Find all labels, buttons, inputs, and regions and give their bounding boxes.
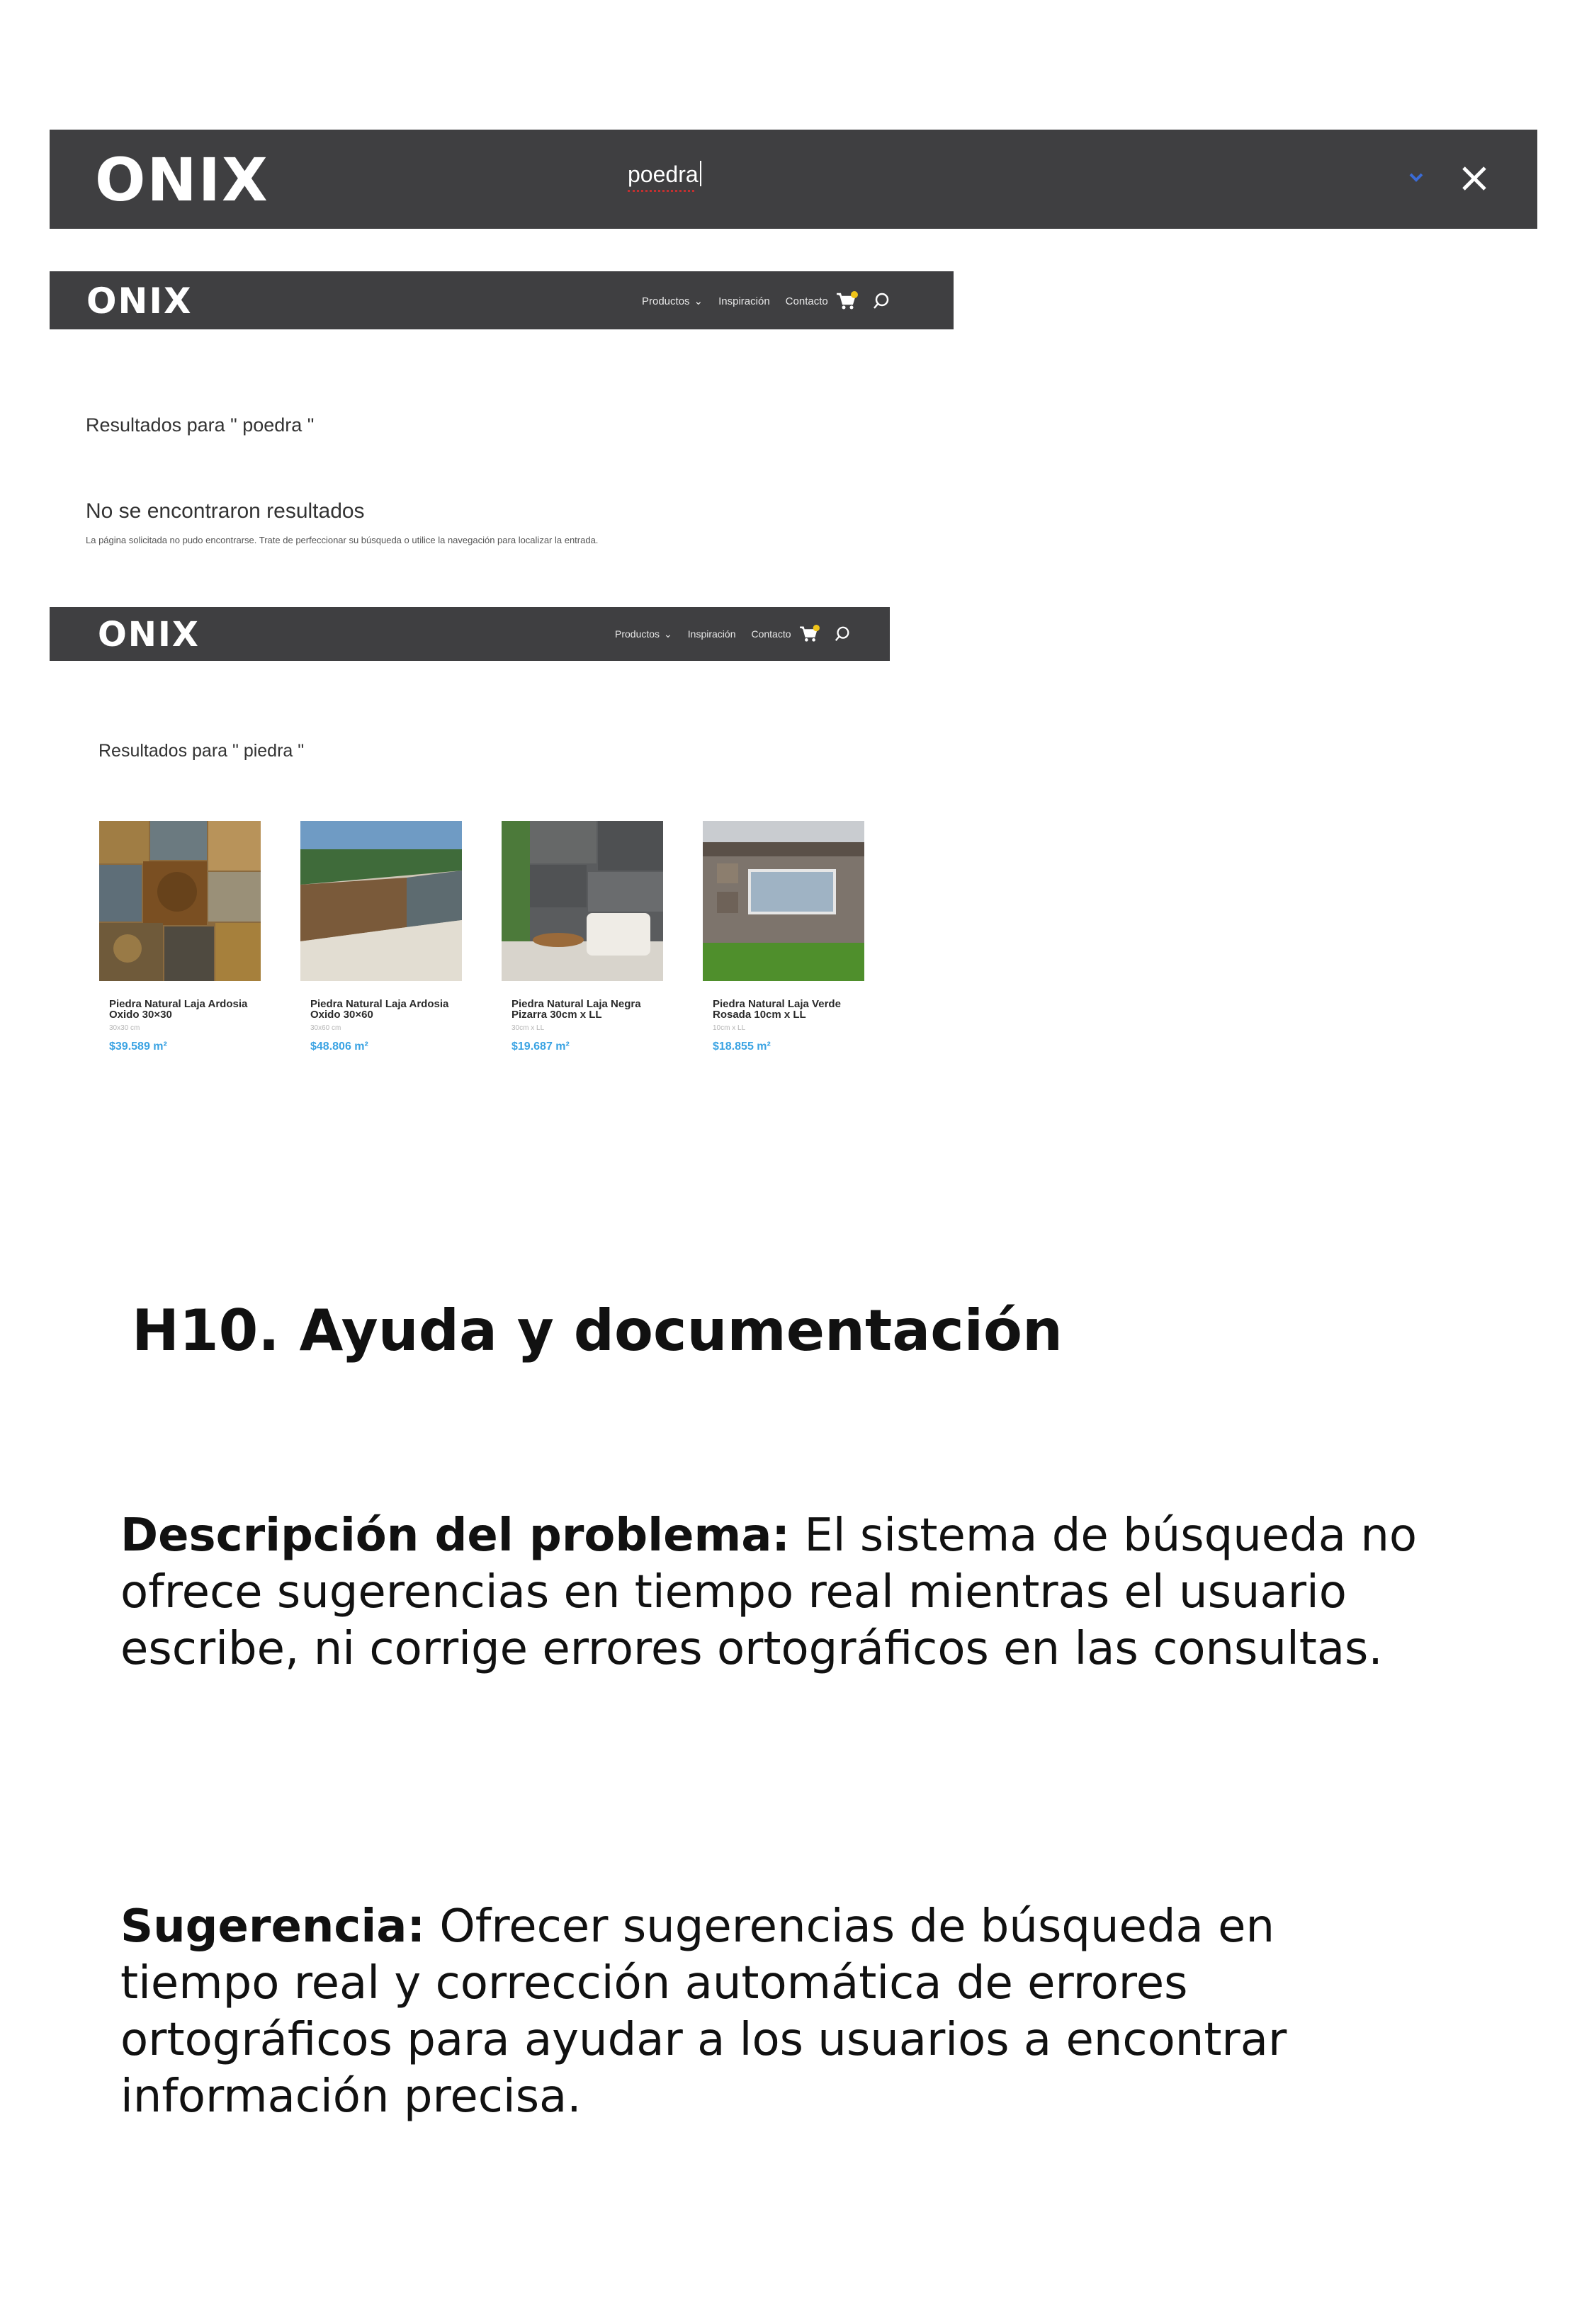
product-size: 30x60 cm: [310, 1024, 341, 1032]
main-nav: [615, 624, 851, 644]
product-image[interactable]: [99, 821, 261, 981]
product-size: 30x30 cm: [109, 1024, 140, 1032]
product-name[interactable]: Piedra Natural Laja Verde Rosada 10cm x LL: [713, 998, 841, 1021]
product-image[interactable]: [502, 821, 663, 981]
text-caret: [700, 161, 701, 186]
nav-inspiracion[interactable]: Inspiración: [718, 295, 770, 307]
results-label: Resultados para " poedra ": [86, 414, 315, 436]
product-size: 10cm x LL: [713, 1024, 746, 1032]
site-header: [50, 607, 890, 661]
product-name[interactable]: Piedra Natural Laja Ardosia Oxido 30×60: [310, 998, 449, 1021]
chevron-down-icon: ⌄: [694, 295, 703, 307]
product-price: $18.855 m²: [713, 1041, 771, 1053]
product-card[interactable]: [502, 821, 663, 1053]
search-overlay-bar: [50, 130, 1537, 229]
product-image[interactable]: [300, 821, 462, 981]
suggestion: [120, 1898, 1410, 2125]
product-price: $19.687 m²: [511, 1041, 570, 1053]
product-card[interactable]: [300, 821, 462, 1053]
close-icon[interactable]: [1459, 164, 1489, 197]
nav-inspiracion[interactable]: Inspiración: [687, 628, 736, 640]
results-label: Resultados para " piedra ": [98, 741, 305, 761]
chevron-down-icon: ⌄: [664, 628, 672, 640]
problem-description: [120, 1507, 1466, 1677]
product-price: $39.589 m²: [109, 1041, 167, 1053]
chevron-down-icon[interactable]: [1408, 171, 1425, 188]
product-name[interactable]: Piedra Natural Laja Ardosia Oxido 30×30: [109, 998, 248, 1021]
nav-productos[interactable]: Productos: [615, 628, 660, 640]
section-heading: H10. Ayuda y documentación: [132, 1298, 1063, 1364]
no-results-text: La página solicitada no pudo encontrarse. Trate de perfeccionar su búsqueda o utilice la navegación para localizar la entrada.: [86, 535, 599, 545]
nav-contacto[interactable]: Contacto: [785, 295, 828, 307]
nav-contacto[interactable]: Contacto: [751, 628, 791, 640]
search-input-value: poedra: [628, 161, 699, 187]
cart-icon[interactable]: [798, 625, 821, 643]
onix-logo[interactable]: ONIX: [98, 615, 200, 654]
search-icon[interactable]: [872, 292, 891, 310]
no-results-title: No se encontraron resultados: [86, 499, 365, 523]
product-image[interactable]: [703, 821, 864, 981]
product-size: 30cm x LL: [511, 1024, 545, 1032]
cart-icon[interactable]: [835, 291, 859, 311]
nav-productos[interactable]: Productos: [642, 295, 690, 307]
product-card[interactable]: [99, 821, 261, 1053]
onix-logo[interactable]: ONIX: [86, 280, 193, 322]
onix-logo[interactable]: ONIX: [95, 145, 269, 215]
suggestion-label: Sugerencia:: [120, 1900, 426, 1953]
product-card[interactable]: [703, 821, 864, 1053]
main-nav: [642, 290, 891, 312]
problem-label: Descripción del problema:: [120, 1509, 790, 1562]
suggestion-text: Ofrecer sugerencias de búsqueda en tiempo real y corrección automática de errores ortográficos para ayudar a los usuarios a encontrar información precisa.: [120, 1900, 1287, 2123]
product-price: $48.806 m²: [310, 1041, 368, 1053]
product-name[interactable]: Piedra Natural Laja Negra Pizarra 30cm x LL: [511, 998, 641, 1021]
search-icon[interactable]: [834, 625, 851, 642]
site-header: [50, 271, 954, 329]
search-input[interactable]: [628, 161, 701, 188]
problem-text: El sistema de búsqueda no ofrece sugerencias en tiempo real mientras el usuario escribe, ni corrige errores ortográficos en las consultas.: [120, 1509, 1418, 1675]
